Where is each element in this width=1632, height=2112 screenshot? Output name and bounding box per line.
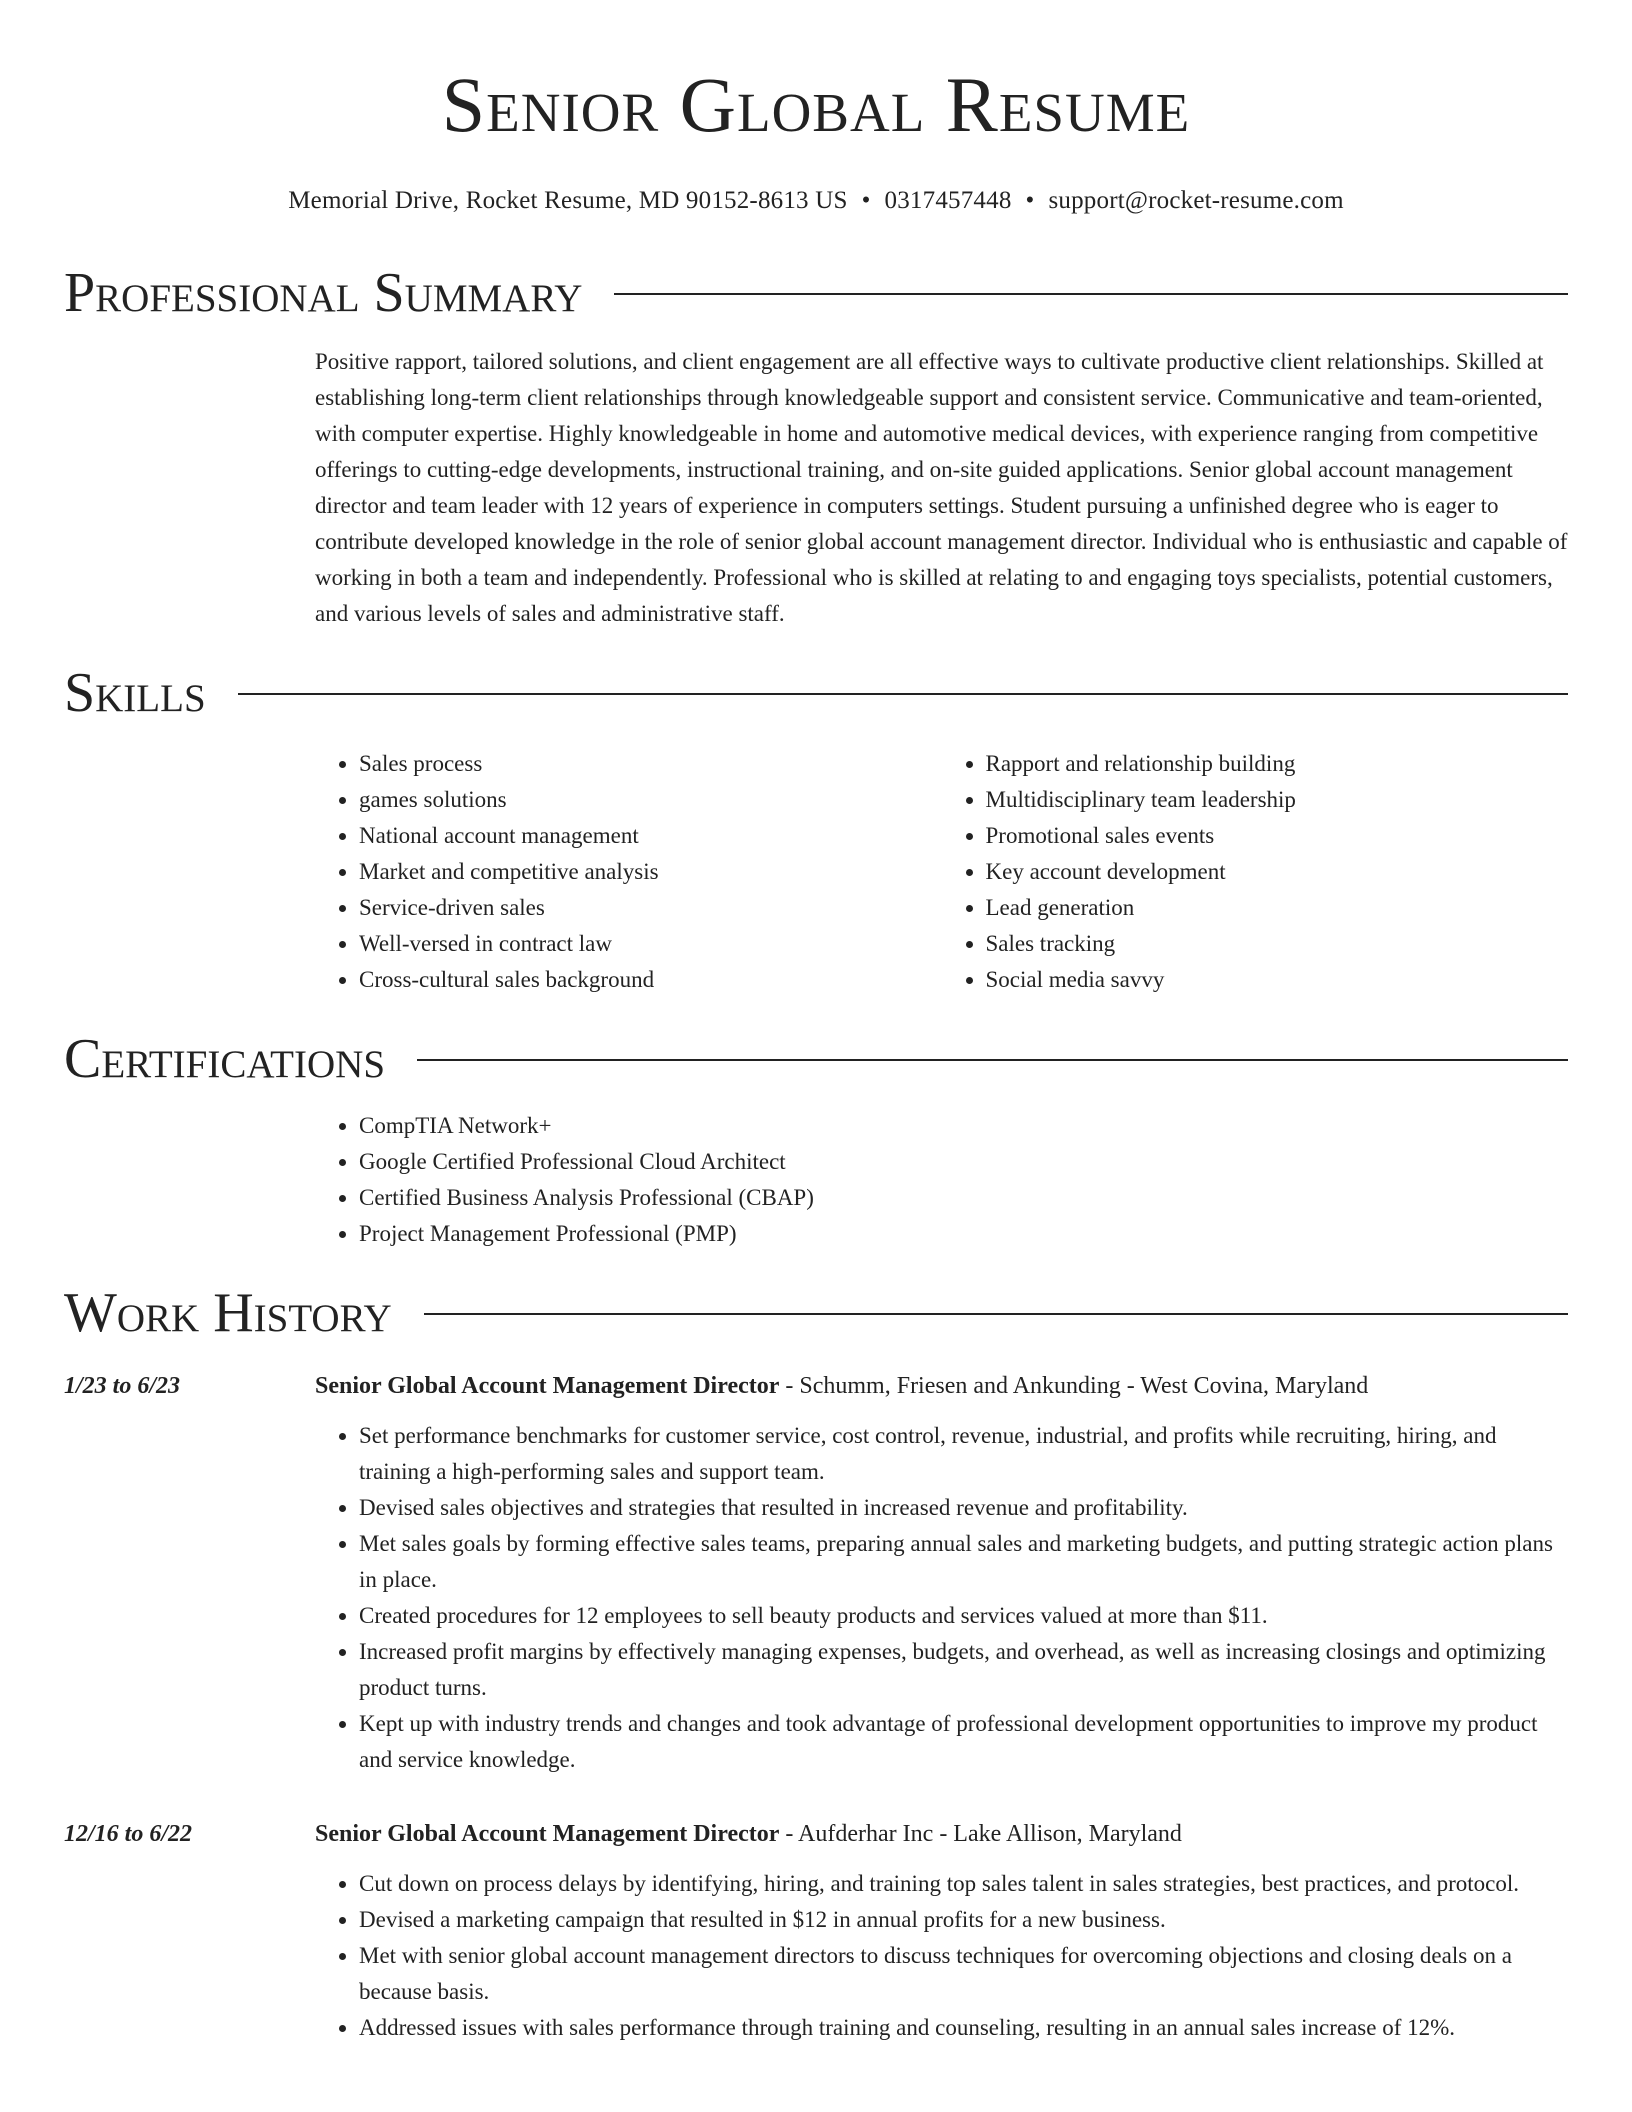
skill-item: • Key account development (986, 854, 1569, 890)
skills-section-header (64, 662, 1568, 724)
skill-item: • Sales process (359, 746, 942, 782)
skill-item: • Cross-cultural sales background (359, 962, 942, 998)
skill-item: • Market and competitive analysis (359, 854, 942, 890)
certifications-section-header (64, 1028, 1568, 1090)
skill-item: • Promotional sales events (986, 818, 1569, 854)
work-section-header (64, 1282, 1568, 1344)
work-bullet: • Cut down on process delays by identifying, hiring, and training top sales talent in sales strategies, best practices, and protocol. (359, 1866, 1568, 1902)
certification-item: • Google Certified Professional Cloud Architect (359, 1144, 1568, 1180)
skills-block (315, 746, 1568, 998)
section-divider (614, 293, 1568, 295)
work-entry (64, 1816, 1568, 2046)
skill-item: • Sales tracking (986, 926, 1569, 962)
work-details (315, 1368, 1568, 1778)
employer-location: - Schumm, Friesen and Ankunding - West Covina, Maryland (779, 1373, 1369, 1399)
contact-separator: • (1025, 187, 1035, 214)
contact-separator: • (861, 187, 871, 214)
skills-list-right (942, 746, 1569, 998)
contact-email: support@rocket-resume.com (1048, 187, 1344, 214)
resume-name: Senior Global Resume (441, 61, 1191, 148)
work-bullet: • Set performance benchmarks for customer service, cost control, revenue, industrial, and profits while recruiting, hiring, and training a high-performing sales and support team. (359, 1418, 1568, 1490)
certifications-section-title: Certifications (64, 1028, 386, 1090)
work-bullets (315, 1418, 1568, 1778)
section-divider (424, 1313, 1568, 1315)
section-divider (417, 1059, 1568, 1061)
skill-item: • Multidisciplinary team leadership (986, 782, 1569, 818)
work-section-title: Work History (64, 1282, 392, 1344)
certifications-block (315, 1108, 1568, 1252)
skill-item: • Rapport and relationship building (986, 746, 1569, 782)
work-bullet: • Devised sales objectives and strategies that resulted in increased revenue and profitability. (359, 1490, 1568, 1526)
certification-item: • Certified Business Analysis Professional (CBAP) (359, 1180, 1568, 1216)
work-dates: 1/23 to 6/23 (64, 1373, 181, 1399)
skill-item: • games solutions (359, 782, 942, 818)
certification-item: • Project Management Professional (PMP) (359, 1216, 1568, 1252)
certifications-list (315, 1108, 1568, 1252)
certification-item: • CompTIA Network+ (359, 1108, 1568, 1144)
work-title-line (315, 1816, 1568, 1852)
work-details (315, 1816, 1568, 2046)
contact-address: Memorial Drive, Rocket Resume, MD 90152-8613 US (288, 187, 848, 214)
skill-item: • Lead generation (986, 890, 1569, 926)
skill-item: • Social media savvy (986, 962, 1569, 998)
work-bullet: • Met sales goals by forming effective sales teams, preparing annual sales and marketing budgets, and putting strategic action plans in place. (359, 1526, 1568, 1598)
summary-section-header (64, 262, 1568, 324)
contact-phone: 0317457448 (884, 187, 1012, 214)
work-title-line (315, 1368, 1568, 1404)
work-bullets (315, 1866, 1568, 2046)
work-dates: 12/16 to 6/22 (64, 1821, 193, 1847)
summary-block (315, 344, 1568, 632)
work-bullet: • Increased profit margins by effectively managing expenses, budgets, and overhead, as well as increasing closings and optimizing product turns. (359, 1634, 1568, 1706)
summary-section-title: Professional Summary (64, 262, 583, 324)
contact-line (64, 186, 1568, 216)
work-entry (64, 1368, 1568, 1778)
skill-item: • National account management (359, 818, 942, 854)
work-bullet: • Kept up with industry trends and changes and took advantage of professional development opportunities to improve my product and service knowledge. (359, 1706, 1568, 1778)
section-divider (238, 693, 1568, 695)
employer-location: - Aufderhar Inc - Lake Allison, Maryland (779, 1821, 1182, 1847)
job-title: Senior Global Account Management Director (315, 1821, 780, 1847)
work-bullet: • Devised a marketing campaign that resulted in $12 in annual profits for a new business. (359, 1902, 1568, 1938)
work-bullet: • Addressed issues with sales performance through training and counseling, resulting in an annual sales increase of 12%. (359, 2010, 1568, 2046)
job-title: Senior Global Account Management Director (315, 1373, 780, 1399)
work-bullet: • Created procedures for 12 employees to sell beauty products and services valued at more than $11. (359, 1598, 1568, 1634)
skills-section-title: Skills (64, 662, 206, 724)
summary-text: Positive rapport, tailored solutions, and client engagement are all effective ways to cultivate productive client relationships. Skilled at establishing long-term client relationships through knowledgeable support and consistent service. Communicative and team-oriented, with computer expertise. Highly knowledgeable in home and automotive medical devices, with experience ranging from competitive offerings to cutting-edge developments, instructional training, and on-site guided applications. Senior global account management director and team leader with 12 years of experience in computers settings. Student pursuing a unfinished degree who is eager to contribute developed knowledge in the role of senior global account management director. Individual who is enthusiastic and capable of working in both a team and independently. Professional who is skilled at relating to and engaging toys specialists, potential customers, and various levels of sales and administrative staff. (315, 349, 1568, 626)
skill-item: • Service-driven sales (359, 890, 942, 926)
work-bullet: • Met with senior global account management directors to discuss techniques for overcoming objections and closing deals on a because basis. (359, 1938, 1568, 2010)
skills-list-left (315, 746, 942, 998)
skill-item: • Well-versed in contract law (359, 926, 942, 962)
